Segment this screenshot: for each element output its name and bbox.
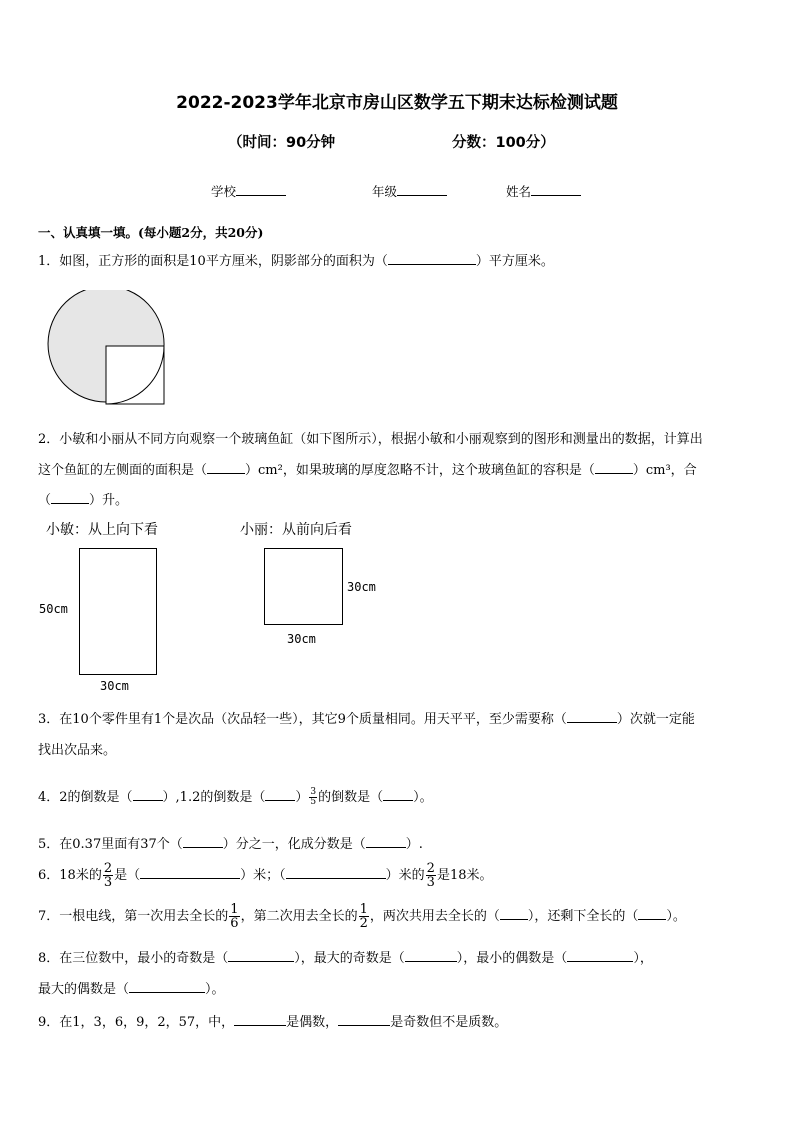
q7-blank-1[interactable]	[500, 907, 528, 920]
q1-text-a: 1．如图，正方形的面积是10平方厘米，阴影部分的面积为（	[38, 254, 388, 269]
q6-blank-2[interactable]	[286, 866, 386, 879]
q2-blank-1[interactable]	[207, 461, 245, 474]
q2-blank-2[interactable]	[595, 461, 633, 474]
name-label: 姓名	[506, 184, 532, 199]
q9-text-a: 9．在1，3，6，9，2，57，中，	[38, 1015, 235, 1030]
q7-text-d: ），还剩下全长的（	[527, 909, 639, 924]
q7-blank-2[interactable]	[638, 907, 666, 920]
q6-text-e: 是18米。	[436, 868, 493, 883]
q8-text-d: ），	[633, 951, 653, 966]
q5-blank-2[interactable]	[366, 835, 406, 848]
q7-text-b: ，第二次用去全长的	[240, 909, 358, 924]
question-4	[38, 786, 433, 807]
q4-text-d: 的倒数是（	[318, 790, 384, 805]
q6-text-a: 6．18米的	[38, 868, 102, 883]
fig1-bottom-label: 30cm	[100, 679, 129, 693]
page-title: 2022-2023学年北京市房山区数学五下期末达标检测试题	[176, 93, 618, 113]
q8-blank-2[interactable]	[405, 949, 457, 962]
q1-figure	[44, 290, 170, 408]
fig2-side-label: 30cm	[347, 580, 376, 594]
question-2-line1: 2．小敏和小丽从不同方向观察一个玻璃鱼缸（如下图所示），根据小敏和小丽观察到的图形和测量出的数据，计算出	[38, 432, 703, 447]
school-field	[211, 182, 286, 200]
q2-text-d: （	[38, 493, 52, 508]
grade-blank[interactable]	[397, 183, 447, 196]
q9-blank-2[interactable]	[338, 1013, 390, 1026]
q7-fraction-1	[229, 903, 239, 930]
q2-blank-3[interactable]	[51, 491, 89, 504]
q6-text-d: ）米的	[385, 868, 425, 883]
q8-text-f: ）。	[205, 982, 225, 997]
q4-text-a: 4．2的倒数是（	[38, 790, 133, 805]
q7-frac2-den: 2	[359, 916, 368, 931]
q1-text-b: ）平方厘米。	[475, 254, 554, 269]
q7-text-e: ）。	[666, 909, 686, 924]
q3-text-b: ）次就一定能	[616, 712, 695, 727]
fig1-caption: 小敏：从上向下看	[46, 522, 158, 538]
question-3-line2: 找出次品来。	[38, 743, 117, 758]
q8-text-e: 最大的偶数是（	[38, 982, 130, 997]
q6-frac2-den: 3	[426, 875, 435, 890]
q6-frac1-num: 2	[103, 861, 113, 876]
grade-label: 年级	[372, 184, 398, 199]
q6-frac2-num: 2	[426, 861, 435, 876]
q4-frac-den: 5	[310, 797, 317, 807]
section-heading: 一、认真填一填。(每小题2分，共20分)	[38, 225, 264, 240]
q8-blank-4[interactable]	[129, 980, 205, 993]
q4-blank-2[interactable]	[265, 788, 295, 801]
grade-field	[372, 182, 447, 200]
q9-text-b: 是偶数，	[286, 1015, 339, 1030]
question-8-line1	[38, 947, 653, 966]
q4-text-e: ）。	[413, 790, 433, 805]
question-1	[38, 250, 554, 269]
q3-blank[interactable]	[567, 710, 617, 723]
question-9	[38, 1011, 507, 1030]
q2-text-e: ）升。	[89, 493, 129, 508]
q5-text-c: ）.	[405, 837, 423, 852]
q6-text-b: 是（	[114, 868, 141, 883]
q4-frac-num: 3	[310, 787, 317, 797]
q2-text-b: ）cm²，如果玻璃的厚度忽略不计，这个玻璃鱼缸的容积是（	[245, 463, 595, 478]
name-blank[interactable]	[531, 183, 581, 196]
question-5	[38, 833, 423, 852]
q8-text-a: 8．在三位数中，最小的奇数是（	[38, 951, 229, 966]
q8-blank-3[interactable]	[567, 949, 633, 962]
q1-blank[interactable]	[388, 252, 476, 265]
q3-text-a: 3．在10个零件里有1个是次品（次品轻一些），其它9个质量相同。用天平平，至少需要称（	[38, 712, 567, 727]
q6-frac1-den: 3	[103, 875, 113, 890]
q7-frac1-num: 1	[230, 902, 239, 917]
quarter-circle	[106, 346, 164, 404]
q8-blank-1[interactable]	[228, 949, 294, 962]
q9-blank-1[interactable]	[234, 1013, 286, 1026]
q7-frac1-den: 6	[230, 916, 239, 931]
time-label: （时间：90分钟	[228, 135, 336, 151]
fig2-caption: 小丽：从前向后看	[240, 522, 352, 538]
q6-text-c: ）米；（	[240, 868, 286, 883]
q4-blank-3[interactable]	[383, 788, 413, 801]
q8-text-c: ），最小的偶数是（	[456, 951, 568, 966]
school-label: 学校	[211, 184, 237, 199]
q6-blank-1[interactable]	[140, 866, 240, 879]
score-label: 分数：100分）	[452, 135, 555, 151]
q9-text-c: 是奇数但不是质数。	[390, 1015, 508, 1030]
question-6	[38, 862, 492, 889]
q7-text-c: ，两次共用去全长的（	[369, 909, 500, 924]
question-2-line2	[38, 459, 697, 478]
question-3-line1	[38, 708, 695, 727]
question-7	[38, 903, 686, 930]
q5-text-a: 5．在0.37里面有37个（	[38, 837, 183, 852]
q7-frac2-num: 1	[359, 902, 368, 917]
q8-text-b: ），最大的奇数是（	[294, 951, 405, 966]
q4-text-b: ）,1.2的倒数是（	[162, 790, 266, 805]
top-view-rectangle	[79, 548, 157, 675]
name-field	[506, 182, 581, 200]
question-8-line2	[38, 978, 225, 997]
q6-fraction-1	[103, 862, 113, 889]
q4-fraction	[309, 788, 317, 807]
fig1-side-label: 50cm	[39, 602, 68, 616]
question-2-line3	[38, 489, 128, 508]
q2-text-c: ）cm³，合	[632, 463, 697, 478]
q4-blank-1[interactable]	[133, 788, 163, 801]
fig2-bottom-label: 30cm	[287, 632, 316, 646]
q7-text-a: 7．一根电线，第一次用去全长的	[38, 909, 229, 924]
q7-fraction-2	[359, 903, 369, 930]
front-view-square	[264, 548, 343, 625]
q5-text-b: ）分之一，化成分数是（	[222, 837, 366, 852]
q6-fraction-2	[426, 862, 436, 889]
q4-text-c: ）	[295, 790, 309, 805]
q5-blank-1[interactable]	[183, 835, 223, 848]
school-blank[interactable]	[236, 183, 286, 196]
q2-text-a: 这个鱼缸的左侧面的面积是（	[38, 463, 208, 478]
